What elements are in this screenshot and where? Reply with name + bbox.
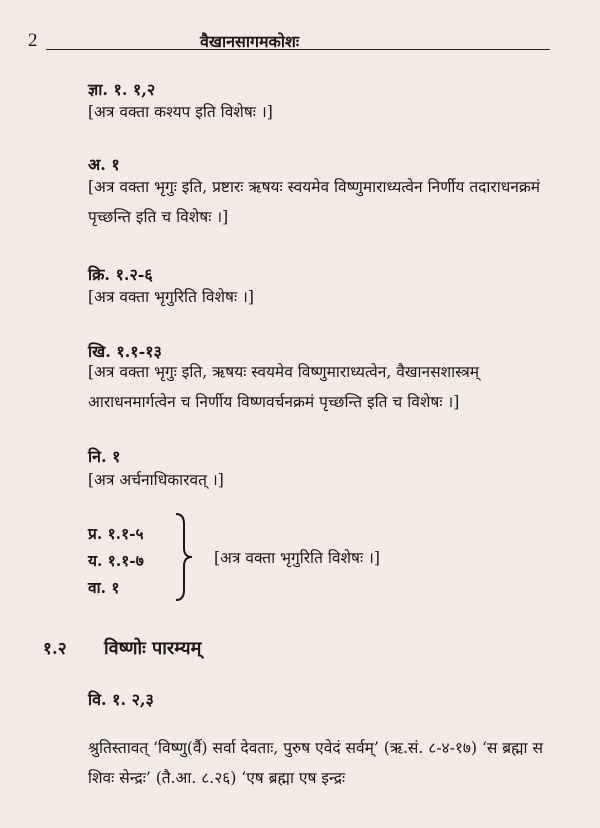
reference-ni: नि. १ xyxy=(88,447,121,466)
reference-a: अ. १ xyxy=(88,155,120,174)
note-gyana: [अत्र वक्ता कश्यप इति विशेषः ।] xyxy=(88,103,273,121)
page-header xyxy=(28,30,550,54)
section-title: विष्णोः पारम्यम् xyxy=(104,638,202,659)
reference-va: वा. १ xyxy=(88,578,120,597)
reference-gyana: ज्ञा. १. १,२ xyxy=(88,80,156,99)
reference-kri: क्रि. १.२-६ xyxy=(88,265,153,284)
reference-pra: प्र. १.१-५ xyxy=(88,524,144,543)
note-a: [अत्र वक्ता भृगुः इति, प्रष्टारः ऋषयः स्वयमेव विष्णुमाराध्यत्वेन निर्णीय तदाराधनक्रमं पृच्छन्ति इति च विशेषः ।] xyxy=(88,178,541,226)
right-brace-icon xyxy=(172,512,202,602)
section-paragraph: श्रुतिस्तावत् ‘विष्णु(र्वै) सर्वा देवताः, पुरुष एवेदं सर्वम्’ (ऋ.सं. ८-४-१७) ‘स ब्रह्मा स शिवः सेन्द्रः’ (तै.आ. ८.२६) ‘एष ब्रह्मा एष इन्द्रः xyxy=(88,739,543,787)
running-title: वैखानसागमकोशः xyxy=(200,32,300,51)
note-kri: [अत्र वक्ता भृगुरिति विशेषः ।] xyxy=(88,288,254,306)
section-number: १.२ xyxy=(43,639,67,659)
grouped-references xyxy=(88,520,144,601)
reference-vi: वि. १. २,३ xyxy=(88,690,154,709)
grouped-note: [अत्र वक्ता भृगुरिति विशेषः ।] xyxy=(214,549,380,567)
note-khi: [अत्र वक्ता भृगुः इति, ऋषयः स्वयमेव विष्णुमाराध्यत्वेन, वैखानसशास्त्रम् आराधनमार्गत्वेन च निर्णीय विष्णवर्चनक्रमं पृच्छन्ति इति च विशेषः ।] xyxy=(88,363,480,411)
reference-khi: खि. १.१-१३ xyxy=(88,342,162,361)
note-ni: [अत्र अर्चनाधिकारवत् ।] xyxy=(88,471,224,489)
page-number: 2 xyxy=(28,30,38,51)
reference-ya: य. १.१-७ xyxy=(88,551,144,570)
header-rule xyxy=(46,49,550,50)
